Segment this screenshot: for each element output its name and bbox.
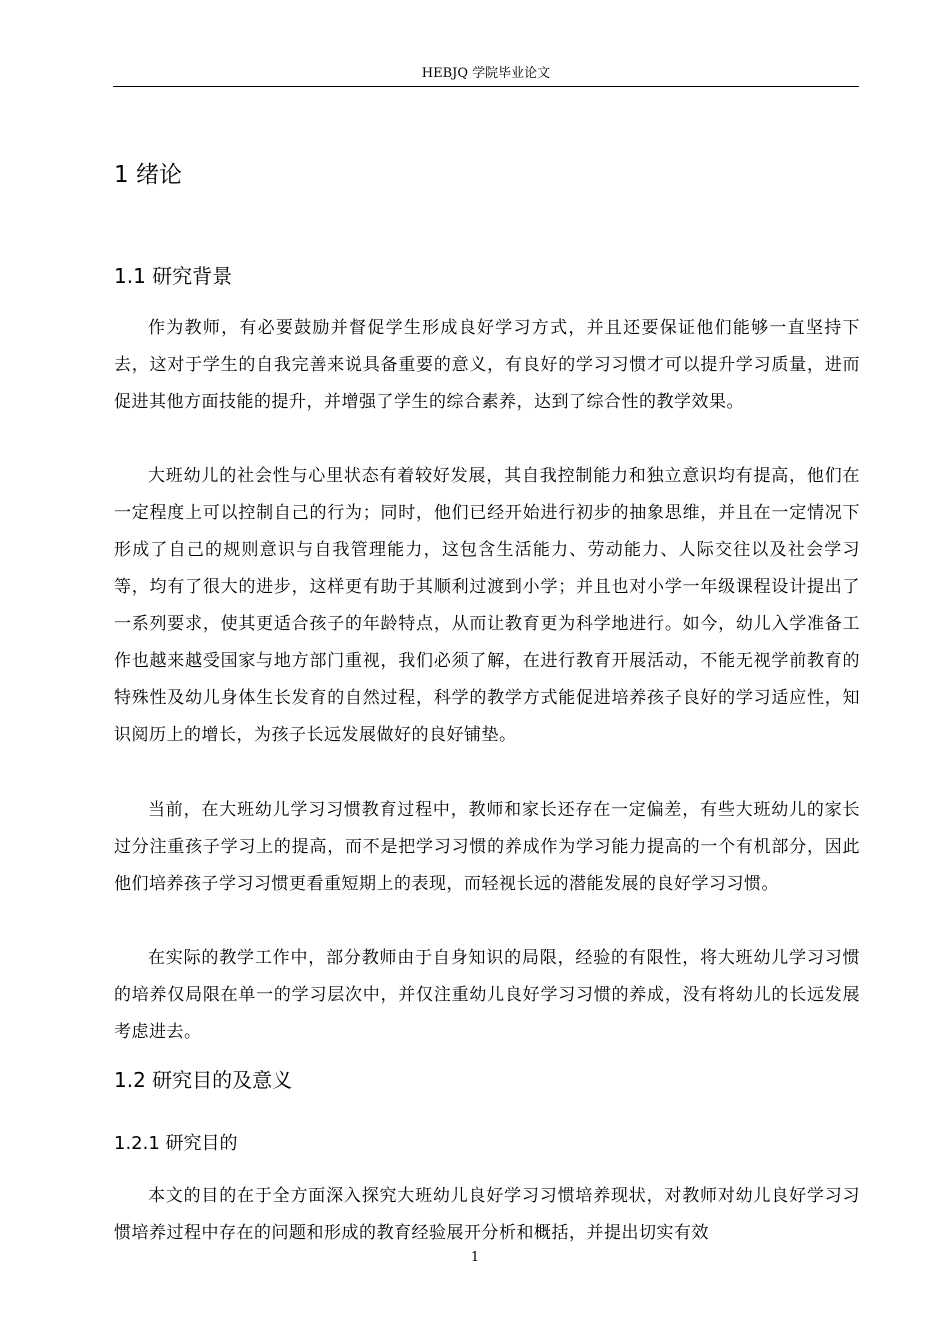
paragraph-4: 在实际的教学工作中，部分教师由于自身知识的局限，经验的有限性，将大班幼儿学习习惯的培养仅局限在单一的学习层次中，并仅注重幼儿良好学习习惯的养成，没有将幼儿的长远发展考虑进去。: [114, 948, 860, 1042]
paragraph-5: 本文的目的在于全方面深入探究大班幼儿良好学习习惯培养现状，对教师对幼儿良好学习习惯培养过程中存在的问题和形成的教育经验展开分析和概括，并提出切实有效: [114, 1186, 860, 1243]
section-heading-1-2: 1.2 研究目的及意义: [114, 1068, 293, 1092]
header-rule: [113, 86, 859, 87]
running-header: HEBJQ 学院毕业论文: [421, 66, 551, 81]
page-number: 1: [470, 1250, 480, 1265]
paragraph-3: 当前，在大班幼儿学习习惯教育过程中，教师和家长还存在一定偏差，有些大班幼儿的家长过分注重孩子学习上的提高，而不是把学习习惯的养成作为学习能力提高的一个有机部分，因此他们培养孩子学习习惯更看重短期上的表现，而轻视长远的潜能发展的良好学习习惯。: [114, 800, 860, 894]
subsection-heading-1-2-1: 1.2.1 研究目的: [114, 1133, 238, 1154]
paragraph-2: 大班幼儿的社会性与心里状态有着较好发展，其自我控制能力和独立意识均有提高，他们在一定程度上可以控制自己的行为；同时，他们已经开始进行初步的抽象思维，并且在一定情况下形成了自己的规则意识与自我管理能力，这包含生活能力、劳动能力、人际交往以及社会学习等，均有了很大的进步，这样更有助于其顺利过渡到小学；并且也对小学一年级课程设计提出了一系列要求，使其更适合孩子的年龄特点，从而让教育更为科学地进行。如今，幼儿入学准备工作也越来越受国家与地方部门重视，我们必须了解，在进行教育开展活动，不能无视学前教育的特殊性及幼儿身体生长发育的自然过程，科学的教学方式能促进培养孩子良好的学习适应性，知识阅历上的增长，为孩子长远发展做好的良好铺垫。: [114, 466, 860, 745]
paragraph-1: 作为教师，有必要鼓励并督促学生形成良好学习方式，并且还要保证他们能够一直坚持下去，这对于学生的自我完善来说具备重要的意义，有良好的学习习惯才可以提升学习质量，进而促进其他方面技能的提升，并增强了学生的综合素养，达到了综合性的教学效果。: [114, 318, 860, 412]
section-heading-1-1: 1.1 研究背景: [114, 264, 233, 288]
chapter-heading: 1 绪论: [114, 162, 182, 188]
